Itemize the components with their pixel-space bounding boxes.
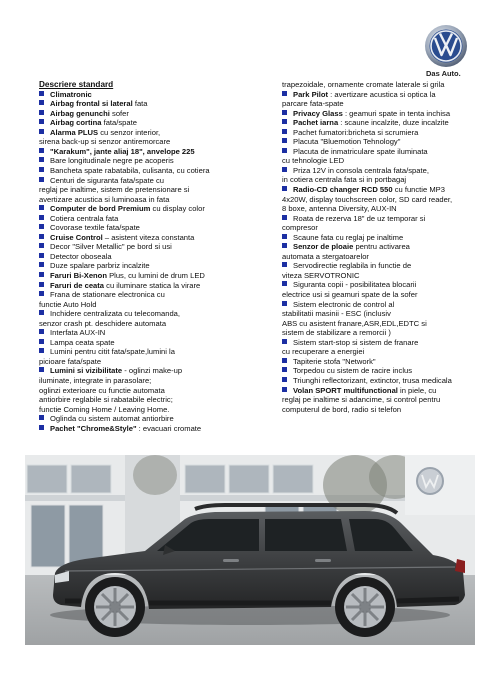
- bullet-square-icon: [282, 167, 287, 172]
- bullet-square-icon: [282, 215, 287, 220]
- feature-line: [39, 195, 277, 205]
- feature-text: sistem de stabilizare a remorcii ): [282, 328, 391, 338]
- feature-text: iluminate, integrate in parasolare;: [39, 376, 152, 385]
- feature-name: Pachet iarna: [293, 118, 339, 128]
- feature-text: Pachet fumatori:bricheta si scrumiera: [293, 127, 419, 137]
- feature-line: [39, 395, 277, 405]
- feature-name: Alarma PLUS: [50, 127, 99, 137]
- feature-text: cu senzor interior,: [98, 127, 161, 137]
- right-feature-list: [282, 80, 492, 414]
- feature-line: [282, 90, 492, 100]
- feature-text: functie Auto Hold: [39, 299, 97, 309]
- feature-text: sofer: [109, 108, 129, 118]
- bullet-square-icon: [39, 348, 44, 353]
- bullet-square-icon: [282, 119, 287, 124]
- bullet-square-icon: [282, 387, 287, 392]
- feature-line: [282, 395, 492, 405]
- bullet-square-icon: [39, 91, 44, 96]
- feature-line: [282, 252, 492, 262]
- feature-text: Placuta de inmatriculare spate iluminata: [293, 146, 428, 156]
- feature-line: [39, 156, 277, 166]
- feature-name: Park Pilot: [293, 89, 329, 99]
- feature-line: [282, 195, 492, 205]
- feature-name: Airbag frontal si lateral: [50, 99, 133, 109]
- feature-line: [282, 261, 492, 271]
- feature-text: : avertizare acustica si optica la: [328, 89, 436, 99]
- feature-text: Priza 12V in consola centrala fata/spate,: [293, 165, 429, 175]
- feature-text: cu tehnologie LED: [282, 156, 345, 166]
- feature-text: cu functie MP3: [392, 185, 445, 195]
- feature-line: [282, 376, 492, 386]
- feature-text: - oglinzi make-up: [122, 366, 183, 376]
- feature-text: Lampa ceata spate: [50, 337, 115, 347]
- feature-line: [39, 300, 277, 310]
- bullet-square-icon: [39, 253, 44, 258]
- bullet-square-icon: [282, 243, 287, 248]
- bullet-square-icon: [282, 339, 287, 344]
- feature-line: [282, 137, 492, 147]
- bullet-square-icon: [39, 205, 44, 210]
- feature-line: [39, 118, 277, 128]
- feature-line: [282, 405, 492, 415]
- feature-text: pentru activarea: [353, 242, 410, 252]
- feature-line: [39, 405, 277, 415]
- bullet-square-icon: [39, 367, 44, 372]
- feature-name: Senzor de ploaie: [293, 242, 354, 252]
- feature-text: Placuta "Bluemotion Tehnology": [293, 137, 401, 147]
- section-title: Descriere standard: [39, 80, 114, 89]
- bullet-square-icon: [39, 282, 44, 287]
- feature-text: ABS cu asistent franare,ASR,EDL,EDTC si: [282, 318, 427, 328]
- feature-name: Airbag cortina: [50, 118, 102, 128]
- feature-text: computerul de bord, radio si telefon: [282, 404, 402, 414]
- feature-line: [39, 309, 277, 319]
- feature-text: Scaune fata cu reglaj pe inaltime: [293, 232, 404, 242]
- feature-line: [282, 309, 492, 319]
- feature-line: [39, 166, 277, 176]
- feature-text: Servodirectie reglabila in functie de: [293, 261, 412, 271]
- vw-logo-icon: [424, 24, 468, 68]
- feature-text: parcare fata-spate: [282, 99, 344, 109]
- feature-line: [282, 357, 492, 367]
- feature-text: sirena back-up si senzor antiremorcare: [39, 137, 171, 147]
- feature-text: picioare fata/spate: [39, 356, 102, 366]
- feature-line: [39, 261, 277, 271]
- feature-line: [39, 281, 277, 291]
- bullet-square-icon: [39, 329, 44, 334]
- feature-text: Tapiterie stofa "Network": [293, 356, 376, 366]
- bullet-square-icon: [282, 186, 287, 191]
- feature-text: stabilitatii masinii - ESC (inclusiv: [282, 309, 391, 319]
- feature-line: [282, 166, 492, 176]
- feature-line: [39, 290, 277, 300]
- feature-text: electrice usi si geamuri spate de la sofer: [282, 290, 418, 300]
- feature-line: [282, 118, 492, 128]
- feature-text: : evacuari cromate: [136, 423, 202, 433]
- feature-line: [39, 214, 277, 224]
- bullet-square-icon: [39, 243, 44, 248]
- bullet-square-icon: [282, 367, 287, 372]
- bullet-square-icon: [39, 291, 44, 296]
- feature-text: Triunghi reflectorizant, extinctor, trusa medicala: [293, 375, 452, 385]
- feature-line: [39, 338, 277, 348]
- feature-line: [282, 109, 492, 119]
- feature-line: [39, 347, 277, 357]
- feature-line: [282, 223, 492, 233]
- feature-line: [39, 90, 277, 100]
- feature-text: Detector oboseala: [50, 251, 112, 261]
- feature-name: Privacy Glass: [293, 108, 343, 118]
- bullet-square-icon: [39, 100, 44, 105]
- bullet-square-icon: [282, 129, 287, 134]
- feature-line: [282, 319, 492, 329]
- feature-text: fata/spate: [101, 118, 137, 128]
- feature-line: [282, 128, 492, 138]
- feature-text: oglinzi exterioare cu functie automata: [39, 385, 165, 395]
- feature-text: functie Coming Home / Leaving Home.: [39, 404, 170, 414]
- feature-line: [39, 328, 277, 338]
- feature-text: Bancheta spate rabatabila, culisanta, cu cotiera: [50, 165, 210, 175]
- feature-line: [39, 137, 277, 147]
- feature-line: [39, 386, 277, 396]
- feature-text: cu recuperare a energiei: [282, 347, 365, 357]
- feature-text: cu display color: [150, 204, 205, 214]
- feature-line: [39, 357, 277, 367]
- bullet-square-icon: [282, 262, 287, 267]
- feature-line: [39, 414, 277, 424]
- feature-text: 4x20W, display touchscreen color, SD card reader,: [282, 194, 453, 204]
- feature-text: Interfata AUX-IN: [50, 328, 106, 338]
- feature-line: [39, 99, 277, 109]
- feature-text: automata a stergatoarelor: [282, 251, 369, 261]
- bullet-square-icon: [39, 110, 44, 115]
- bullet-square-icon: [39, 262, 44, 267]
- feature-name: Computer de bord Premium: [50, 204, 151, 214]
- feature-text: trapezoidale, ornamente cromate laterale si grila: [282, 80, 445, 89]
- bullet-square-icon: [39, 415, 44, 420]
- feature-line: [39, 185, 277, 195]
- brand-tagline: Das Auto.: [426, 69, 461, 78]
- feature-line: [282, 175, 492, 185]
- feature-line: [282, 233, 492, 243]
- bullet-square-icon: [39, 234, 44, 239]
- feature-name: Lumini si vizibilitate: [50, 366, 123, 376]
- feature-line: [39, 376, 277, 386]
- feature-name: Radio-CD changer RCD 550: [293, 185, 393, 195]
- feature-line: [39, 271, 277, 281]
- bullet-square-icon: [282, 138, 287, 143]
- car-photo: [25, 455, 475, 645]
- feature-line: [282, 214, 492, 224]
- bullet-square-icon: [39, 310, 44, 315]
- bullet-square-icon: [39, 119, 44, 124]
- feature-line: [39, 109, 277, 119]
- feature-text: Oglinda cu sistem automat antiorbire: [50, 414, 174, 424]
- feature-text: Torpedou cu sistem de racire inclus: [293, 366, 413, 376]
- bullet-square-icon: [282, 377, 287, 382]
- feature-line: [39, 242, 277, 252]
- feature-line: [39, 233, 277, 243]
- bullet-square-icon: [39, 339, 44, 344]
- feature-text: 8 boxe, antenna Diversity, AUX-IN: [282, 204, 397, 214]
- feature-text: Plus, cu lumini de drum LED: [106, 270, 205, 280]
- bullet-square-icon: [39, 148, 44, 153]
- feature-line: [39, 366, 277, 376]
- feature-name: Cruise Control: [50, 232, 103, 242]
- bullet-square-icon: [39, 272, 44, 277]
- feature-line: [39, 176, 277, 186]
- feature-text: Sistem start-stop si sistem de franare: [293, 337, 419, 347]
- feature-text: – asistent viteza constanta: [102, 232, 195, 242]
- feature-line: [282, 366, 492, 376]
- feature-name: Faruri de ceata: [50, 280, 105, 290]
- feature-name: Faruri Bi-Xenon: [50, 270, 107, 280]
- feature-name: Volan SPORT multifunctional: [293, 385, 398, 395]
- feature-line: [39, 252, 277, 262]
- feature-line: [282, 280, 492, 290]
- feature-line: [282, 300, 492, 310]
- feature-line: [282, 156, 492, 166]
- bullet-square-icon: [282, 234, 287, 239]
- feature-name: Climatronic: [50, 89, 92, 99]
- feature-name: Pachet "Chrome&Style": [50, 423, 137, 433]
- bullet-square-icon: [39, 224, 44, 229]
- feature-text: : geamuri spate in tenta inchisa: [342, 108, 451, 118]
- feature-name: Airbag genunchi: [50, 108, 110, 118]
- bullet-square-icon: [39, 425, 44, 430]
- bullet-square-icon: [282, 301, 287, 306]
- feature-text: viteza SERVOTRONIC: [282, 270, 360, 280]
- feature-text: Bare longitudinale negre pe acoperis: [50, 156, 174, 166]
- feature-text: avertizare acustica si luminoasa in fata: [39, 194, 170, 204]
- feature-line: [39, 319, 277, 329]
- feature-text: reglaj pe inaltime, sistem de pretensionare si: [39, 185, 190, 195]
- feature-line: [39, 223, 277, 233]
- feature-text: Siguranta copii - posibilitatea blocarii: [293, 280, 417, 290]
- feature-text: Duze spalare parbriz incalzite: [50, 261, 150, 271]
- feature-line: [282, 347, 492, 357]
- feature-line: [39, 128, 277, 138]
- bullet-square-icon: [282, 358, 287, 363]
- feature-text: Sistem electronic de control al: [293, 299, 395, 309]
- feature-text: antiorbire reglabile si rabatabile electric;: [39, 395, 173, 405]
- feature-line: [282, 290, 492, 300]
- feature-text: Covorase textile fata/spate: [50, 223, 140, 233]
- feature-line: [282, 386, 492, 396]
- feature-text: in piele, cu: [397, 385, 437, 395]
- bullet-square-icon: [282, 91, 287, 96]
- feature-text: Frana de stationare electronica cu: [50, 290, 165, 300]
- feature-text: senzor crash pt. deschidere automata: [39, 318, 167, 328]
- bullet-square-icon: [282, 281, 287, 286]
- feature-text: Lumini pentru citit fata/spate,lumini la: [50, 347, 175, 357]
- feature-line: [39, 424, 277, 434]
- feature-text: compresor: [282, 223, 318, 233]
- bullet-square-icon: [39, 215, 44, 220]
- feature-text: Decor "Silver Metallic" pe bord si usi: [50, 242, 172, 252]
- feature-line: [282, 271, 492, 281]
- feature-line: [282, 99, 492, 109]
- feature-line: [282, 147, 492, 157]
- left-feature-list: [39, 90, 277, 434]
- feature-text: in cotiera centrala fata si in portbagaj: [282, 175, 407, 185]
- feature-name: "Karakum", jante aliaj 18", anvelope 225: [50, 146, 195, 156]
- feature-line: [282, 242, 492, 252]
- right-column: [282, 80, 492, 414]
- feature-text: Inchidere centralizata cu telecomanda,: [50, 309, 181, 319]
- feature-text: cu iluminare statica la virare: [104, 280, 201, 290]
- feature-text: reglaj pe inaltime si adancime, si control pentru: [282, 395, 441, 405]
- feature-line: [282, 80, 492, 90]
- bullet-square-icon: [39, 167, 44, 172]
- feature-line: [39, 147, 277, 157]
- feature-line: [39, 204, 277, 214]
- feature-text: Roata de rezerva 18" de uz temporar si: [293, 213, 426, 223]
- bullet-square-icon: [39, 129, 44, 134]
- feature-text: Centuri de siguranta fata/spate cu: [50, 175, 164, 185]
- left-column: [39, 80, 277, 433]
- feature-line: [282, 204, 492, 214]
- feature-text: Cotiera centrala fata: [50, 213, 119, 223]
- bullet-square-icon: [282, 110, 287, 115]
- bullet-square-icon: [39, 177, 44, 182]
- feature-line: [282, 328, 492, 338]
- bullet-square-icon: [282, 148, 287, 153]
- feature-line: [282, 185, 492, 195]
- feature-text: fata: [132, 99, 148, 109]
- bullet-square-icon: [39, 157, 44, 162]
- feature-line: [282, 338, 492, 348]
- feature-text: : scaune incalzite, duze incalzite: [338, 118, 449, 128]
